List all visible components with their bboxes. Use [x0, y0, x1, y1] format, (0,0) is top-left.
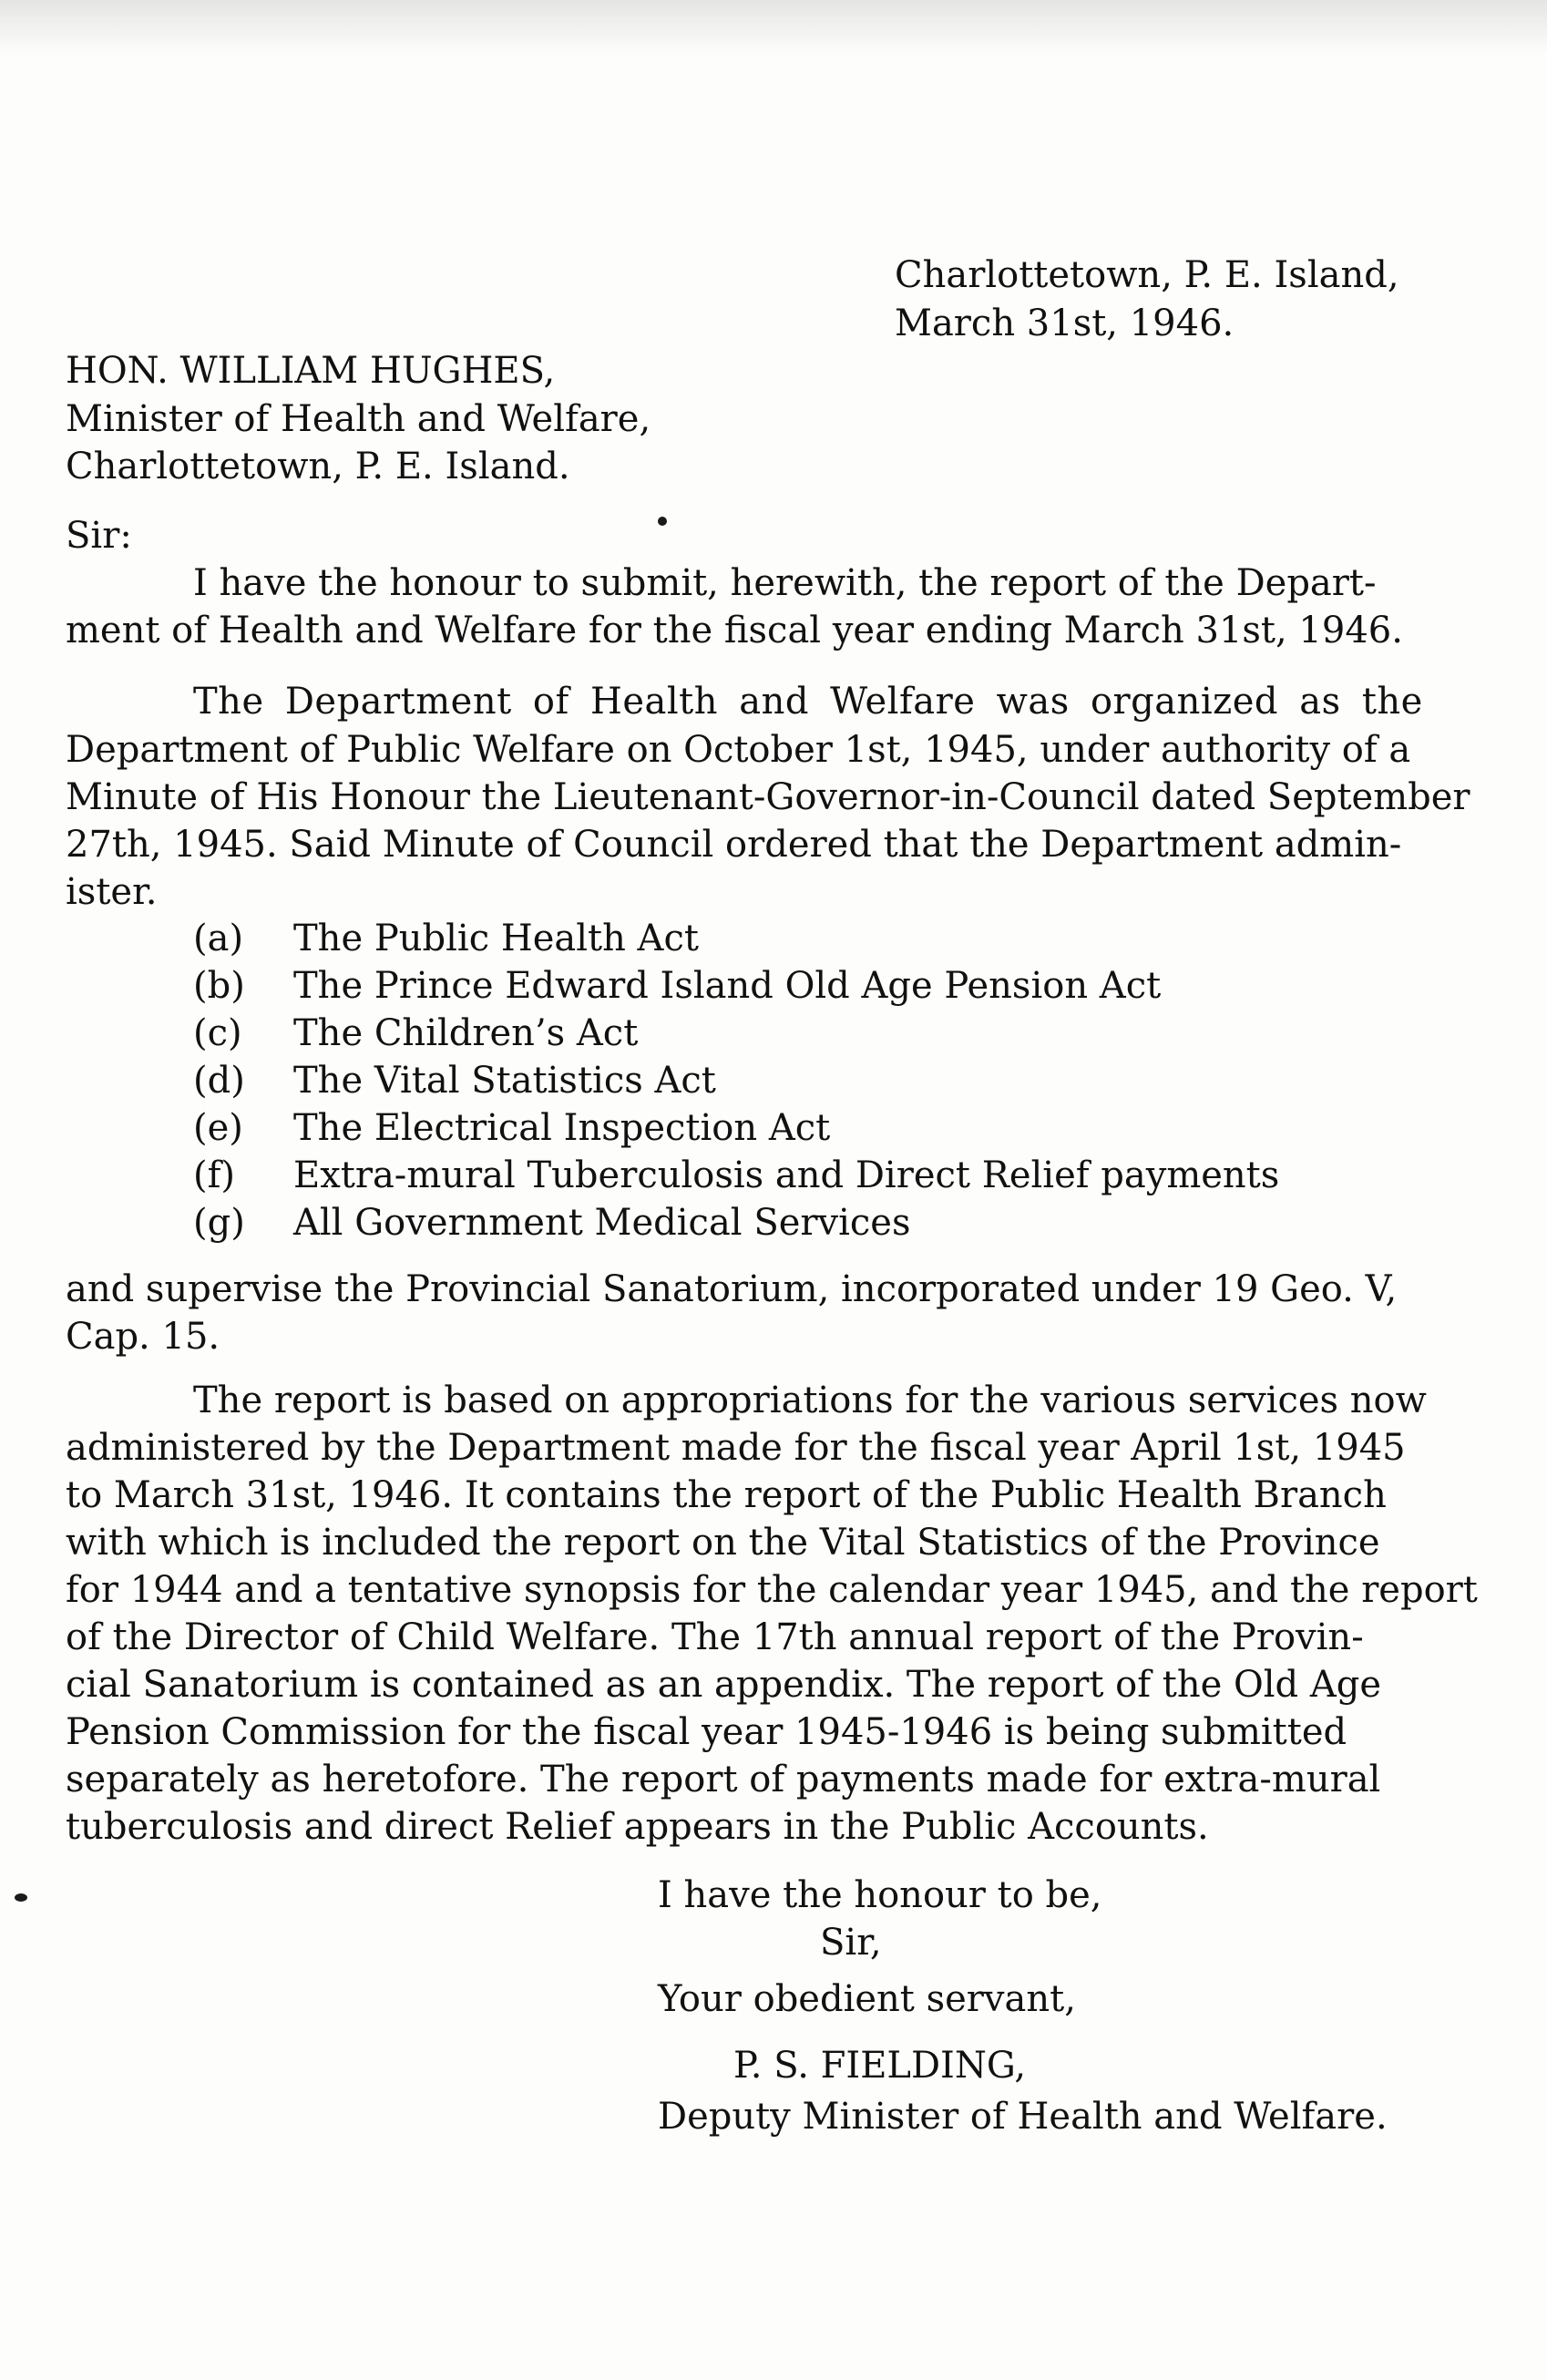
act-item-g-letter: (g): [193, 1202, 245, 1244]
act-item-f-letter: (f): [193, 1154, 236, 1196]
closing-line-1: I have the honour to be,: [658, 1874, 1102, 1916]
act-item-c-text: The Children’s Act: [293, 1012, 639, 1054]
act-item-f-text: Extra-mural Tuberculosis and Direct Relief payments: [293, 1154, 1280, 1196]
paragraph-2-line-3: Minute of His Honour the Lieutenant-Governor-in-Council dated September: [66, 776, 1470, 818]
act-item-e-letter: (e): [193, 1107, 243, 1149]
act-item-c-letter: (c): [193, 1012, 242, 1054]
act-item-b-text: The Prince Edward Island Old Age Pension Act: [293, 965, 1162, 1007]
paragraph-1-line-1: I have the honour to submit, herewith, the report of the Depart-: [193, 562, 1377, 604]
letter-date: March 31st, 1946.: [895, 303, 1235, 344]
scan-shadow: [0, 0, 1547, 55]
salutation: Sir:: [66, 515, 132, 557]
paragraph-3-line-2: Cap. 15.: [66, 1316, 220, 1358]
paragraph-2-line-4: 27th, 1945. Said Minute of Council ordered that the Department admin-: [66, 824, 1402, 866]
act-item-e-text: The Electrical Inspection Act: [293, 1107, 831, 1149]
signature-name: P. S. FIELDING,: [733, 2045, 1027, 2087]
paragraph-4-line-8: Pension Commission for the fiscal year 1945-1946 is being submitted: [66, 1711, 1347, 1753]
closing-line-3: Your obedient servant,: [658, 1978, 1076, 2020]
paragraph-2-line-5: ister.: [66, 871, 158, 913]
paragraph-4-line-7: cial Sanatorium is contained as an appendix. The report of the Old Age: [66, 1664, 1382, 1706]
act-item-a-text: The Public Health Act: [293, 918, 699, 959]
recipient-title: Minister of Health and Welfare,: [66, 398, 651, 440]
paragraph-4-line-2: administered by the Department made for the fiscal year April 1st, 1945: [66, 1427, 1406, 1469]
ink-speck: [658, 517, 667, 526]
paragraph-4-line-5: for 1944 and a tentative synopsis for the calendar year 1945, and the report: [66, 1569, 1478, 1611]
paragraph-2-line-1: The Department of Health and Welfare was organized as the: [193, 681, 1423, 723]
paragraph-1-line-2: ment of Health and Welfare for the fiscal year ending March 31st, 1946.: [66, 610, 1403, 651]
paragraph-4-line-6: of the Director of Child Welfare. The 17th annual report of the Provin-: [66, 1616, 1364, 1658]
closing-line-2: Sir,: [820, 1922, 882, 1964]
paragraph-4-line-4: with which is included the report on the Vital Statistics of the Province: [66, 1522, 1380, 1564]
paragraph-3-line-1: and supervise the Provincial Sanatorium, incorporated under 19 Geo. V,: [66, 1268, 1398, 1310]
paragraph-4-line-9: separately as heretofore. The report of payments made for extra-mural: [66, 1759, 1381, 1800]
paragraph-2-line-2: Department of Public Welfare on October 1st, 1945, under authority of a: [66, 729, 1411, 771]
recipient-address: Charlottetown, P. E. Island.: [66, 446, 570, 487]
paragraph-4-line-3: to March 31st, 1946. It contains the report of the Public Health Branch: [66, 1474, 1387, 1516]
act-item-d-letter: (d): [193, 1060, 245, 1102]
signature-title: Deputy Minister of Health and Welfare.: [658, 2096, 1388, 2138]
paragraph-4-line-10: tuberculosis and direct Relief appears in the Public Accounts.: [66, 1806, 1209, 1848]
letter-place: Charlottetown, P. E. Island,: [895, 254, 1399, 296]
paragraph-4-line-1: The report is based on appropriations for the various services now: [193, 1380, 1427, 1421]
act-item-b-letter: (b): [193, 965, 245, 1007]
act-item-d-text: The Vital Statistics Act: [293, 1060, 716, 1102]
recipient-name: HON. WILLIAM HUGHES,: [66, 350, 556, 392]
act-item-g-text: All Government Medical Services: [293, 1202, 911, 1244]
ink-speck-margin: [15, 1893, 27, 1902]
act-item-a-letter: (a): [193, 918, 244, 959]
